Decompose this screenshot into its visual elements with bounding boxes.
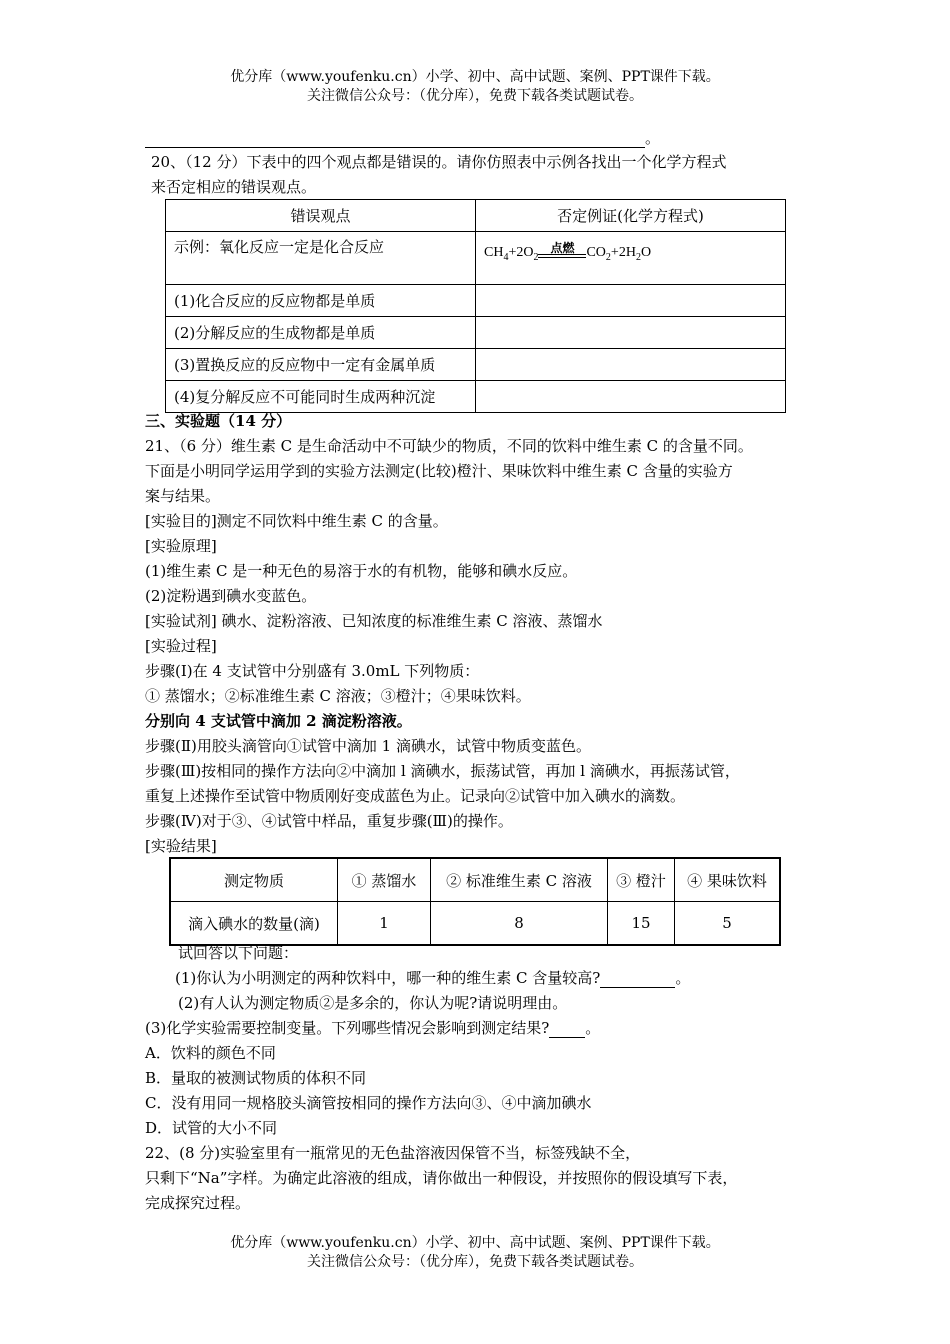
q21-ask-2: (2)有人认为测定物质②是多余的，你认为呢?请说明理由。: [178, 994, 568, 1012]
result-header-standard-vc: ② 标准维生素 C 溶液: [431, 858, 608, 902]
q21-line-5: [实验原理]: [145, 537, 217, 555]
section-3-title: 三、实验题（14 分）: [145, 412, 292, 430]
q20-line-2: 来否定相应的错误观点。: [151, 178, 317, 196]
q21-ask-3-end: 。: [585, 1019, 601, 1037]
result-row-label: 滴入碘水的数量(滴): [170, 902, 338, 946]
q21-ask-1-end: 。: [675, 969, 691, 987]
eq-sub-2b: 2: [605, 251, 611, 263]
q20-col-header-viewpoint: 错误观点: [166, 200, 476, 232]
q21-line-11: ① 蒸馏水；②标准维生素 C 溶液；③橙汁；④果味饮料。: [145, 687, 531, 705]
q21-ask-1-text: (1)你认为小明测定的两种饮料中，哪一种的维生素 C 含量较高?: [175, 969, 601, 987]
eq-plus-h2: +2H: [610, 245, 636, 260]
q20-line-1: 20、（12 分）下表中的四个观点都是错误的。请你仿照表中示例各找出一个化学方程式: [151, 153, 727, 171]
q21-step4: 步骤(Ⅳ)对于③、④试管中样品，重复步骤(Ⅲ)的操作。: [145, 812, 513, 830]
eq-sub-2a: 2: [533, 251, 539, 263]
blank-end-mark: 。: [645, 129, 661, 147]
eq-condition-text: 点燃: [550, 240, 575, 255]
q21-line-7: (2)淀粉遇到碘水变蓝色。: [145, 587, 317, 605]
q20-col-header-counter-example: 否定例证(化学方程式): [476, 200, 786, 232]
q20-row-4: (4)复分解反应不可能同时生成两种沉淀: [166, 381, 476, 413]
q21-result-table: [169, 857, 781, 946]
result-header-fruit-drink: ④ 果味饮料: [675, 858, 781, 902]
q21-option-b: B．量取的被测试物质的体积不同: [145, 1069, 367, 1087]
q22-line-1: 22、(8 分)实验室里有一瓶常见的无色盐溶液因保管不当，标签残缺不全，: [145, 1144, 641, 1162]
eq-sub-2c: 2: [635, 251, 641, 263]
result-value-orange-juice: 15: [608, 902, 675, 946]
result-header-substance: 测定物质: [170, 858, 338, 902]
q21-option-d: D．试管的大小不同: [145, 1119, 278, 1137]
q21-ask-intro: 试回答以下问题：: [178, 944, 299, 962]
q22-line-2: 只剩下“Na”字样。为确定此溶液的组成，请你做出一种假设，并按照你的假设填写下表，: [145, 1169, 738, 1187]
result-value-standard-vc: 8: [431, 902, 608, 946]
result-value-fruit-drink: 5: [675, 902, 781, 946]
result-value-distilled-water: 1: [338, 902, 431, 946]
footer-line-1: 优分库（www.youfenku.cn）小学、初中、高中试题、案例、PPT课件下载。: [230, 1235, 720, 1251]
q21-line-9: [实验过程]: [145, 637, 217, 655]
q21-step3-cont: 重复上述操作至试管中物质刚好变成蓝色为止。记录向②试管中加入碘水的滴数。: [145, 787, 686, 805]
q21-step3: 步骤(Ⅲ)按相同的操作方法向②中滴加 l 滴碘水，振荡试管，再加 l 滴碘水，再振荡试管，: [145, 762, 740, 780]
q21-line-8: [实验试剂] 碘水、淀粉溶液、已知浓度的标准维生素 C 溶液、蒸馏水: [145, 612, 603, 630]
q20-example-label: 示例：氧化反应一定是化合反应: [166, 232, 476, 285]
q21-ask-3: [145, 1018, 600, 1038]
q20-example-equation: [476, 232, 786, 285]
q21-option-c: C．没有用同一规格胶头滴管按相同的操作方法向③、④中滴加碘水: [145, 1094, 592, 1112]
eq-condition: [538, 239, 586, 259]
q21-line-2: 下面是小明同学运用学到的实验方法测定(比较)橙汁、果味饮料中维生素 C 含量的实验方: [145, 462, 733, 480]
q21-line-4: [实验目的]测定不同饮料中维生素 C 的含量。: [145, 512, 448, 530]
result-header-orange-juice: ③ 橙汁: [608, 858, 675, 902]
q21-bold-line: 分别向 4 支试管中滴加 2 滴淀粉溶液。: [145, 712, 412, 730]
eq-plus-o2: +2O: [508, 245, 534, 260]
footer-line-2: 关注微信公众号：（优分库），免费下载各类试题试卷。: [307, 1254, 643, 1270]
q20-answer-cell-1[interactable]: [476, 285, 786, 317]
q21-line-6: (1)维生素 C 是一种无色的易溶于水的有机物，能够和碘水反应。: [145, 562, 578, 580]
q21-line-1: 21、（6 分）维生素 C 是生命活动中不可缺少的物质，不同的饮料中维生素 C 的含量不同。: [145, 437, 753, 455]
q22-line-3: 完成探究过程。: [145, 1194, 251, 1212]
q21-ask-1-blank[interactable]: [600, 987, 675, 988]
eq-ch: CH: [484, 245, 504, 260]
header-line-1: 优分库（www.youfenku.cn）小学、初中、高中试题、案例、PPT课件下载。: [230, 69, 720, 85]
header-line-2: 关注微信公众号：（优分库），免费下载各类试题试卷。: [307, 88, 643, 104]
answer-blank-line: [145, 128, 660, 148]
eq-co: CO: [586, 245, 606, 260]
q21-line-3: 案与结果。: [145, 487, 221, 505]
q21-ask-3-blank[interactable]: [549, 1037, 585, 1038]
q20-table: [165, 199, 786, 413]
q20-answer-cell-4[interactable]: [476, 381, 786, 413]
result-header-distilled-water: ① 蒸馏水: [338, 858, 431, 902]
q21-line-10: 步骤(Ⅰ)在 4 支试管中分别盛有 3.0mL 下列物质：: [145, 662, 480, 680]
q21-ask-3-text: (3)化学实验需要控制变量。下列哪些情况会影响到测定结果?: [145, 1019, 550, 1037]
q20-answer-cell-3[interactable]: [476, 349, 786, 381]
q20-row-3: (3)置换反应的反应物中一定有金属单质: [166, 349, 476, 381]
q21-step2: 步骤(Ⅱ)用胶头滴管向①试管中滴加 1 滴碘水，试管中物质变蓝色。: [145, 737, 591, 755]
q20-row-2: (2)分解反应的生成物都是单质: [166, 317, 476, 349]
q21-results-label: [实验结果]: [145, 837, 217, 855]
eq-o: O: [640, 245, 652, 260]
eq-sub-4: 4: [503, 251, 509, 263]
q21-ask-1: [175, 968, 690, 988]
q20-row-1: (1)化合反应的反应物都是单质: [166, 285, 476, 317]
q20-answer-cell-2[interactable]: [476, 317, 786, 349]
q21-option-a: A．饮料的颜色不同: [145, 1044, 276, 1062]
